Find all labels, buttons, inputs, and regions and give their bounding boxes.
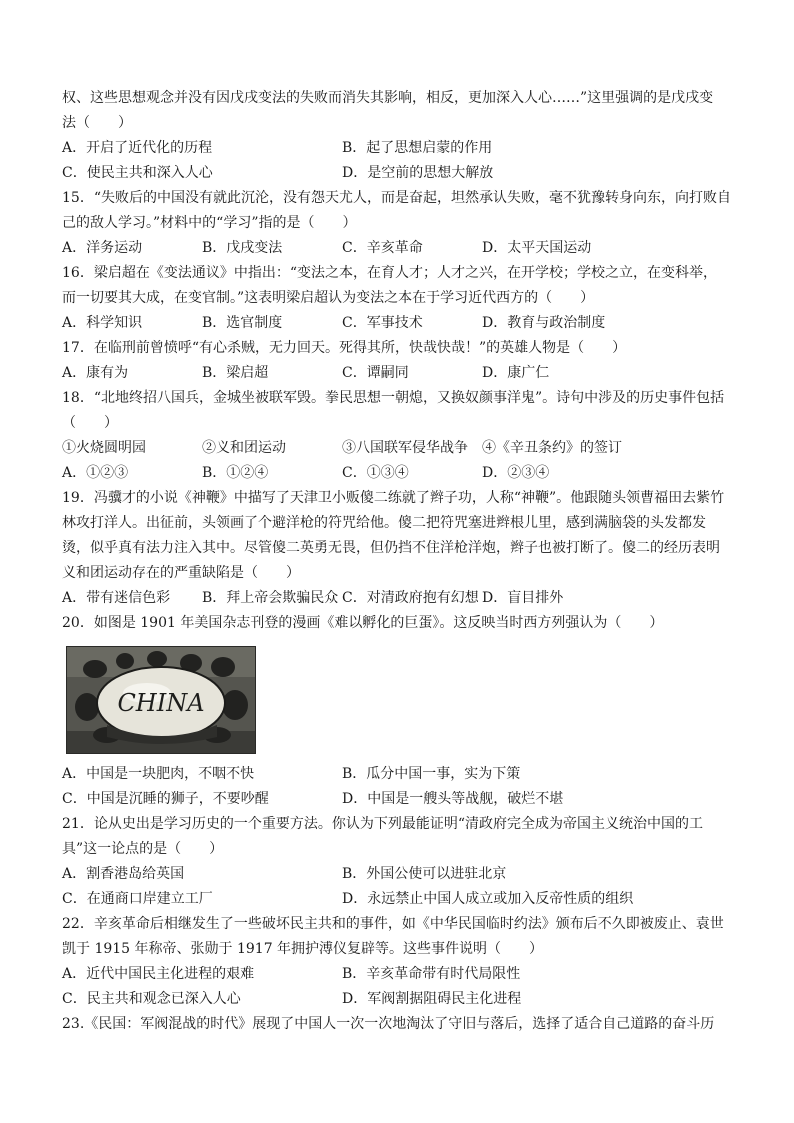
q16-options [62, 311, 732, 336]
q17-option-a[interactable]: A．康有为 [62, 365, 129, 381]
q21-text-line-2: 具”这一论点的是（ ） [62, 841, 224, 857]
q18-option-d[interactable]: D．②③④ [482, 465, 550, 481]
q17-option-c[interactable]: C．谭嗣同 [342, 365, 409, 381]
egg-cartoon-label: CHINA [117, 689, 205, 717]
q22-text-line-1: 22．辛亥革命后相继发生了一些破坏民主共和的事件，如《中华民国临时约法》颁布后不久即被废止、袁世 [62, 916, 724, 932]
q18-item-2: ②义和团运动 [202, 440, 286, 456]
q22-options-row-1 [62, 962, 732, 987]
q20-option-c[interactable]: C．中国是沉睡的狮子，不要吵醒 [62, 791, 269, 807]
q18-item-4: ④《辛丑条约》的签订 [482, 440, 622, 456]
q19-option-b[interactable]: B．拜上帝会欺骗民众 [202, 590, 339, 606]
q19-text-line-4: 义和团运动存在的严重缺陷是（ ） [62, 565, 300, 581]
q14-option-c[interactable]: C．使民主共和深入人心 [62, 165, 213, 181]
q21-option-c[interactable]: C．在通商口岸建立工厂 [62, 891, 213, 907]
q20-options-row-1 [62, 762, 732, 787]
q22-options-row-2 [62, 987, 732, 1012]
q14-text-line-2: 法（ ） [62, 115, 132, 131]
q19-option-a[interactable]: A．带有迷信色彩 [62, 590, 171, 606]
q16-option-d[interactable]: D．教育与政治制度 [482, 315, 606, 331]
q15-text-line-2: 己的敌人学习。”材料中的“学习”指的是（ ） [62, 215, 357, 231]
q21-option-d[interactable]: D．永远禁止中国人成立或加入反帝性质的组织 [342, 891, 634, 907]
q21-option-b[interactable]: B．外国公使可以进驻北京 [342, 866, 507, 882]
q14-option-b[interactable]: B．起了思想启蒙的作用 [342, 140, 493, 156]
q17-text-line-1: 17．在临刑前曾愤呼“有心杀贼，无力回天。死得其所，快哉快哉！”的英雄人物是（ ） [62, 340, 627, 356]
q22-text-line-2: 凯于 1915 年称帝、张勋于 1917 年拥护溥仪复辟等。这些事件说明（ ） [62, 941, 544, 957]
q20-options-row-2 [62, 787, 732, 812]
q18-text-line-2: （ ） [62, 415, 118, 431]
q21-option-a[interactable]: A．割香港岛给英国 [62, 866, 185, 882]
q19-options [62, 586, 732, 611]
q15-option-c[interactable]: C．辛亥革命 [342, 240, 423, 256]
q20-text-line-1: 20．如图是 1901 年美国杂志刊登的漫画《难以孵化的巨蛋》。这反映当时西方列强认为（ ） [62, 615, 664, 631]
q18-item-3: ③八国联军侵华战争 [342, 440, 468, 456]
q18-items [62, 436, 732, 461]
q19-option-d[interactable]: D．盲目排外 [482, 590, 564, 606]
q21-options-row-2 [62, 887, 732, 912]
q21-options-row-1 [62, 862, 732, 887]
q15-option-b[interactable]: B．戊戌变法 [202, 240, 283, 256]
q14-option-d[interactable]: D．是空前的思想大解放 [342, 165, 494, 181]
q19-text-line-3: 烫，似乎真有法力注入其中。尽管傻二英勇无畏，但仍挡不住洋枪洋炮，辫子也被打断了。傻二的经历表明 [62, 540, 720, 556]
egg-cartoon-image [66, 646, 256, 754]
q15-text-line-1: 15．“失败后的中国没有就此沉沦，没有怨天尤人，而是奋起，坦然承认失败，毫不犹豫转身向东，向打败自 [62, 190, 731, 206]
q22-option-d[interactable]: D．军阀割据阻碍民主化进程 [342, 991, 522, 1007]
q14-text-line-1: 权、这些思想观念并没有因戊戌变法的失败而消失其影响，相反，更加深入人心……”这里强调的是戊戌变 [62, 90, 714, 106]
q14-options-row-2 [62, 161, 732, 186]
q17-option-d[interactable]: D．康广仁 [482, 365, 550, 381]
q18-option-b[interactable]: B．①②④ [202, 465, 269, 481]
q14-options-row-1 [62, 136, 732, 161]
q18-option-a[interactable]: A．①②③ [62, 465, 129, 481]
q19-text-line-1: 19．冯骥才的小说《神鞭》中描写了天津卫小贩傻二练就了辫子功，人称“神鞭”。他跟随头领曹福田去紫竹 [62, 490, 725, 506]
q16-text-line-1: 16．梁启超在《变法通议》中指出：“变法之本，在育人才；人才之兴，在开学校；学校之立，在变科举， [62, 265, 717, 281]
q19-text-line-2: 林攻打洋人。出征前，头领画了个避洋枪的符咒给他。傻二把符咒塞进辫根儿里，感到满脑袋的头发都发 [62, 515, 706, 531]
q18-text-line-1: 18．“北地终招八国兵，金城坐被联军毁。拳民思想一朝熄，又换奴颜事洋鬼”。诗句中涉及的历史事件包括 [62, 390, 725, 406]
q15-options [62, 236, 732, 261]
q18-item-1: ①火烧圆明园 [62, 440, 146, 456]
q22-option-a[interactable]: A．近代中国民主化进程的艰难 [62, 966, 255, 982]
q15-option-a[interactable]: A．洋务运动 [62, 240, 143, 256]
q16-option-b[interactable]: B．选官制度 [202, 315, 283, 331]
q17-options [62, 361, 732, 386]
q19-option-c[interactable]: C．对清政府抱有幻想 [342, 590, 479, 606]
q22-option-c[interactable]: C．民主共和观念已深入人心 [62, 991, 241, 1007]
q20-option-a[interactable]: A．中国是一块肥肉，不咽不快 [62, 766, 255, 782]
q16-option-c[interactable]: C．军事技术 [342, 315, 423, 331]
q23-text-line-1: 23.《民国：军阀混战的时代》展现了中国人一次一次地淘汰了守旧与落后，选择了适合自己道路的奋斗历 [62, 1016, 715, 1032]
egg-cartoon-drawing [67, 647, 255, 753]
exam-content [62, 86, 732, 1037]
q18-options [62, 461, 732, 486]
q18-option-c[interactable]: C．①③④ [342, 465, 409, 481]
q20-option-b[interactable]: B．瓜分中国一事，实为下策 [342, 766, 521, 782]
q17-option-b[interactable]: B．梁启超 [202, 365, 269, 381]
q15-option-d[interactable]: D．太平天国运动 [482, 240, 592, 256]
q16-text-line-2: 而一切要其大成，在变官制。”这表明梁启超认为变法之本在于学习近代西方的（ ） [62, 290, 595, 306]
q20-option-d[interactable]: D．中国是一艘头等战舰，破烂不堪 [342, 791, 564, 807]
q22-option-b[interactable]: B．辛亥革命带有时代局限性 [342, 966, 521, 982]
q21-text-line-1: 21．论从史出是学习历史的一个重要方法。你认为下列最能证明“清政府完全成为帝国主义统治中国的工 [62, 816, 703, 832]
q14-option-a[interactable]: A．开启了近代化的历程 [62, 140, 213, 156]
q16-option-a[interactable]: A．科学知识 [62, 315, 143, 331]
